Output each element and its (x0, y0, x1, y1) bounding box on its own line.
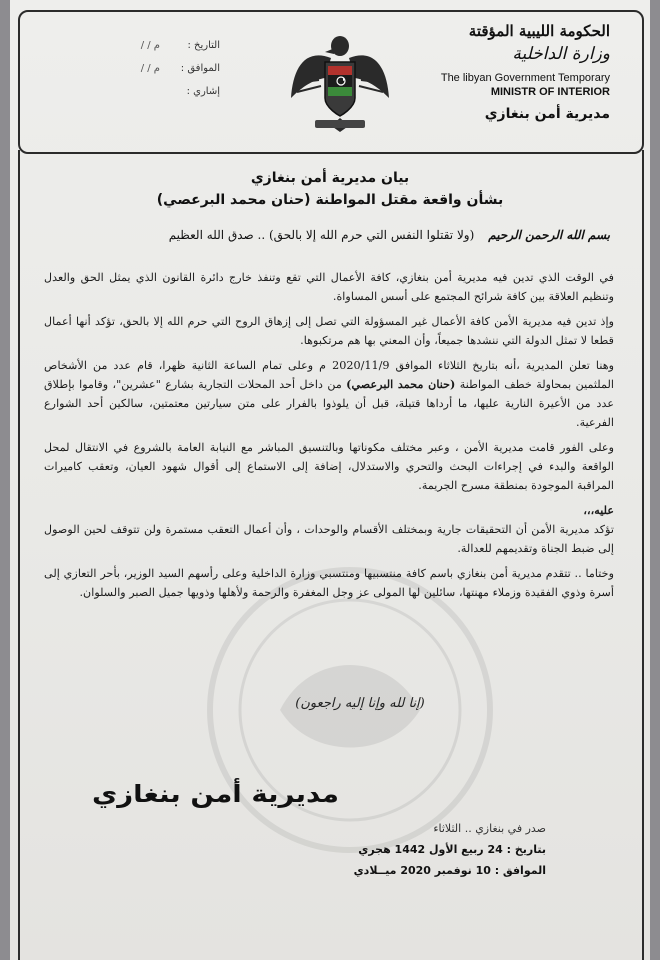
statement-title: بيان مديرية أمن بنغازي (250, 170, 410, 186)
statement-subtitle: بشأن واقعة مقتل المواطنة (حنان محمد البرعصي) (156, 192, 504, 208)
basmala-line (40, 228, 610, 242)
statement-body (44, 268, 614, 608)
paragraph-5: تؤكد مديرية الأمن أن التحقيقات جارية وبمختلف الأقسام والوحدات ، وأن أعمال التعقب مستمرة ولن تتوقف لحين الوصول إلى ضبط الجناة وتقديمهم للعدالة. (44, 523, 614, 555)
paragraph-3-text-a: وهنا تعلن المديرية ،أنه بتاريخ الثلاثاء الموافق 2020/11/9 م وعلى تمام الساعة الثانية ظهرا، قام عدد من الأشخاص الملثمين بمحاولة خطف المواطنة (44, 359, 614, 391)
victim-name: (حنان محمد البرعصي) (346, 377, 456, 391)
issued-place-day: صدر في بنغازي .. الثلاثاء (433, 822, 546, 835)
date-field (50, 40, 220, 51)
corresponding-value: / / م (140, 63, 160, 74)
closing-verse: (إنا لله وإنا إليه راجعون) (295, 696, 425, 711)
ministry-name-english: MINISTR OF INTERIOR (490, 86, 610, 98)
paragraph-4: وعلى الفور قامت مديرية الأمن ، وعبر مختلف مكوناتها وبالتنسيق المباشر مع النيابة العامة بالشروع في الانتقال لمحل الواقعة والبدء في إجراءات البحث والتحري والاستدلال، إضافة إلى الاستماع إلى أقوال شهود العيان، وتعقب كاميرات المراقبة الموجودة بمنطقة مسرح الجريمة. (44, 441, 614, 492)
date-value: / / م (140, 40, 160, 51)
quran-verse: (ولا تقتلوا النفس التي حرم الله إلا بالحق) .. صدق الله العظيم (168, 228, 475, 242)
gregorian-date: الموافق : 10 نوفمبر 2020 ميــلادي (353, 864, 546, 877)
directorate-name: مديرية أمن بنغازي (484, 106, 610, 122)
basmala: بسم الله الرحمن الرحيم (488, 228, 610, 242)
paragraph-3-text-b: من داخل أحد المحلات التجارية بشارع "عشرين"، وقاموا بإطلاق عدد من الأعيرة النارية عليها، ما أرداها قتيلة، قبل أن يلوذوا بالفرار على متن سيارتين معتمتين، سالكين أحد الشوارع الفرعية. (44, 378, 614, 429)
issue-footer (306, 818, 546, 881)
paragraph-2: وإذ تدين فيه مديرية الأمن كافة الأعمال غير المسؤولة التي تصل إلى إزهاق الروح التي حرم الله إلا بالحق، تؤكد أنها أعمال قطعا لا تمثل الدولة التي ننشدها جميعاً، وأن المعني بها هم مرتكبوها. (44, 315, 614, 347)
document-page (10, 0, 650, 960)
letterhead-left (50, 40, 220, 109)
letterhead-right (400, 22, 610, 122)
gov-name-arabic: الحكومة الليبية المؤقتة (468, 22, 610, 40)
hijri-date: بتاريخ : 24 ربيع الأول 1442 هجري (358, 843, 546, 856)
therefore-heading: عليه،،، (583, 503, 614, 517)
signature-directorate: مديرية أمن بنغازي (92, 780, 340, 808)
date-label: التاريخ : (187, 40, 220, 51)
reference-label: إشاري : (186, 86, 220, 97)
corresponding-label: الموافق : (180, 63, 220, 74)
gov-name-english: The libyan Government Temporary (440, 72, 610, 84)
eagle-emblem-icon (285, 28, 395, 138)
paragraph-3 (44, 356, 614, 432)
corresponding-field (50, 63, 220, 74)
reference-field (50, 86, 220, 97)
paragraph-1: في الوقت الذي تدين فيه مديرية أمن بنغازي، كافة الأعمال التي تقع وتنفذ خارج دائرة القانون الذي يمثل الحق والعدل وتنظيم العلاقة بين كافة شرائح المجتمع على أسس المساواة. (44, 271, 614, 303)
ministry-name-arabic: وزارة الداخلية (512, 44, 610, 64)
paragraph-6: وختاما .. تتقدم مديرية أمن بنغازي باسم كافة منتسبيها ومنتسبي وزارة الداخلية وعلى رأسهم السيد الوزير، بأحر التعازي إلى أسرة وذوي الفقيدة وزملاء مهنتها، سائلين لها المولى عز وجل المغفرة والرحمة ولأهلها وذويها جميل الصبر والسلوان. (44, 567, 614, 599)
